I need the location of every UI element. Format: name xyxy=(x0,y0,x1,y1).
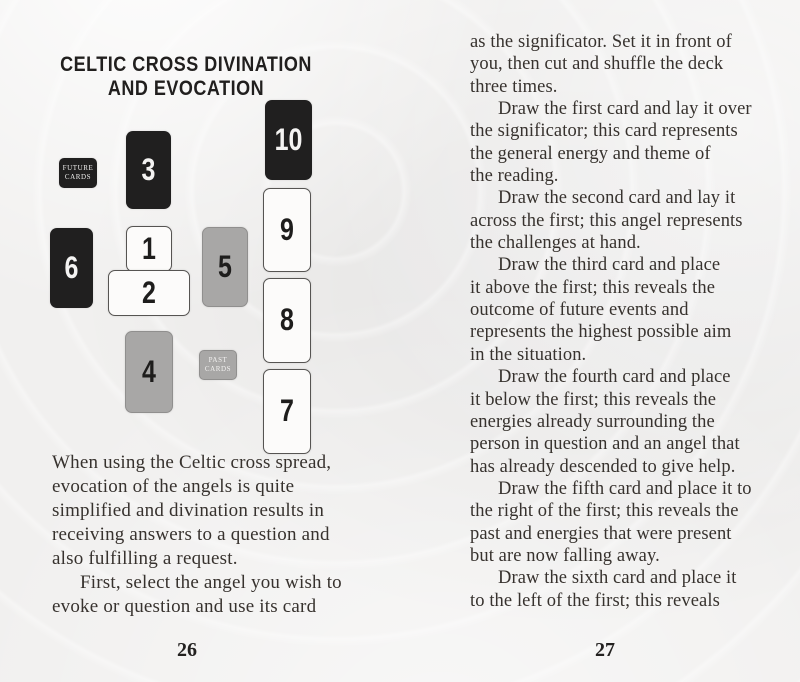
body-text-line: the reading. xyxy=(470,166,559,187)
future-cards-label xyxy=(59,158,97,188)
body-text-line: Draw the third card and place xyxy=(498,255,721,276)
left-page-body-text xyxy=(52,451,342,619)
body-text-line: to the left of the first; this reveals xyxy=(470,590,720,611)
label-text-line: PAST xyxy=(208,356,228,364)
label-text-line: CARDS xyxy=(204,365,232,373)
card-5 xyxy=(202,227,248,307)
card-4 xyxy=(125,331,173,413)
body-text-line: Draw the first card and lay it over xyxy=(498,99,752,120)
body-text-line: it above the first; this reveals the xyxy=(470,277,716,298)
body-text-line: the right of the first; this reveals the xyxy=(470,501,739,522)
card-2 xyxy=(108,270,190,316)
body-text-line: Draw the fifth card and place it to xyxy=(498,478,752,499)
body-text-line: it below the first; this reveals the xyxy=(470,389,717,410)
card-number: 5 xyxy=(218,248,232,284)
body-text-line: the challenges at hand. xyxy=(470,233,641,254)
body-text-line: represents the highest possible aim xyxy=(470,322,732,343)
body-text-line: Draw the sixth card and place it xyxy=(498,568,737,589)
body-text-line: When using the Celtic cross spread, xyxy=(52,452,332,473)
past-cards-label xyxy=(199,350,237,380)
body-text-line: the general energy and theme of xyxy=(470,143,711,164)
body-text-line: evocation of the angels is quite xyxy=(52,476,295,497)
label-text-line: CARDS xyxy=(64,173,92,181)
body-text-line: First, select the angel you wish to xyxy=(80,572,342,593)
label-text-line: FUTURE xyxy=(62,164,94,172)
card-1 xyxy=(126,226,172,272)
card-number: 1 xyxy=(142,230,156,266)
card-7 xyxy=(263,369,311,454)
page-number-left: 26 xyxy=(177,639,197,661)
body-text-line: but are now falling away. xyxy=(470,545,660,566)
body-text-line: evoke or question and use its card xyxy=(52,596,317,617)
card-6 xyxy=(50,228,93,308)
card-number: 10 xyxy=(274,121,303,157)
card-10 xyxy=(265,100,312,180)
body-text-line: in the situation. xyxy=(470,344,587,365)
body-text-line: energies already surrounding the xyxy=(470,411,715,432)
body-text-line: as the significator. Set it in front of xyxy=(470,32,732,52)
body-text-line: person in question and an angel that xyxy=(470,434,740,455)
page-title-line-2: AND EVOCATION xyxy=(107,76,265,100)
card-9 xyxy=(263,188,311,272)
body-text-line: across the first; this angel represents xyxy=(470,210,743,231)
card-number: 7 xyxy=(280,393,294,429)
card-number: 2 xyxy=(142,274,156,310)
page-title-line-1: CELTIC CROSS DIVINATION xyxy=(60,52,312,76)
body-text-line: outcome of future events and xyxy=(470,300,689,321)
body-text-line: also fulfilling a request. xyxy=(52,548,238,569)
body-text-line: you, then cut and shuffle the deck xyxy=(470,54,724,75)
card-number: 6 xyxy=(64,249,79,285)
card-number: 9 xyxy=(280,211,294,247)
card-number: 4 xyxy=(142,353,156,389)
body-text-line: Draw the second card and lay it xyxy=(498,188,736,209)
body-text-line: Draw the fourth card and place xyxy=(498,367,731,388)
card-number: 8 xyxy=(280,302,294,338)
card-number: 3 xyxy=(141,151,156,187)
card-8 xyxy=(263,278,311,363)
body-text-line: receiving answers to a question and xyxy=(52,524,330,545)
body-text-line: has already descended to give help. xyxy=(470,456,736,477)
right-page-body-text xyxy=(470,31,752,612)
body-text-line: the significator; this card represents xyxy=(470,121,738,142)
body-text-line: three times. xyxy=(470,76,558,97)
body-text-line: simplified and divination results in xyxy=(52,500,325,521)
page-number-right: 27 xyxy=(595,639,615,661)
body-text-line: past and energies that were present xyxy=(470,523,732,544)
card-3 xyxy=(126,131,171,209)
